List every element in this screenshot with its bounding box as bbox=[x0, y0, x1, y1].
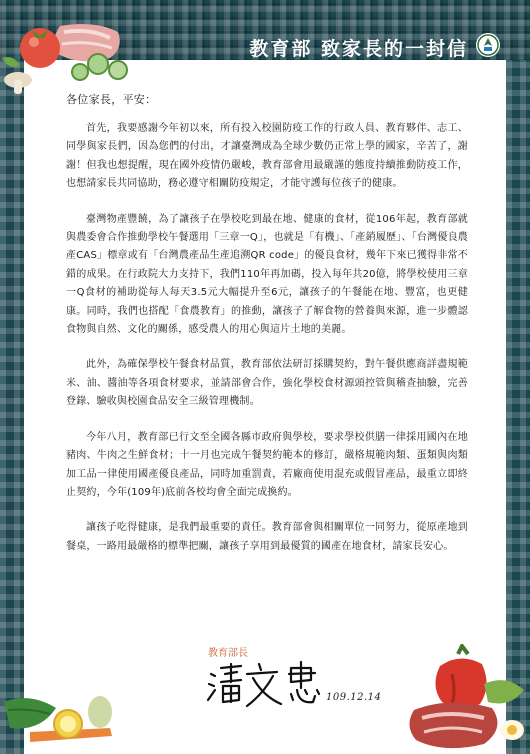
plaid-left-border bbox=[0, 60, 24, 754]
paragraph-4: 今年八月，教育部已行文至全國各縣市政府與學校，要求學校供膳一律採用國內在地豬肉、牛肉之生鮮食材；十一月也完成午餐契約範本的修訂，嚴格規範肉類、蛋類與肉類加工品一律使用國產優良產品，同時加重罰責，若廠商使用混充或假冒產品，最重立即終止契約，今年(109年)底前各校均會全面完成換約。 bbox=[66, 431, 468, 498]
signature-date: 109.12.14 bbox=[326, 692, 382, 703]
letter-greeting: 各位家長，平安： bbox=[66, 93, 157, 106]
paragraph-3: 此外，為確保學校午餐食材品質，教育部依法研訂採購契約，對午餐供應商詳盡規範米、油、醬油等各項食材要求，並請部會合作，強化學校食材源頭控管與稽查抽驗，完善登錄、驗收與校園食品安全三級管理機制。 bbox=[66, 359, 468, 408]
paragraph-5: 讓孩子吃得健康，是我們最重要的責任。教育部會與相關單位一同努力，從原產地到餐桌，一路用最嚴格的標準把關，讓孩子享用到最優質的國產在地食材，請家長安心。 bbox=[66, 522, 468, 552]
meat-illustration bbox=[400, 644, 530, 754]
paragraph-2: 臺灣物產豐饒，為了讓孩子在學校吃到最在地、健康的食材，從106年起，教育部就與農委會合作推動學校午餐選用「三章一Q」，也就是「有機」、「產銷履歷」、「台灣優良農產CAS」標章或有「台灣農產品生產追溯QR code」的優良食材，幾年下來已獲得非常不錯的成果。在行政院大力支持下，我們110年再加碼，投入每年共20億，將學校使用三章一Q食材的補助從每人每天3.5元大幅提升至6元，讓孩子的午餐能在地、豐富，也更健康。同時，我們也搭配「食農教育」的推動，讓孩子了解食物的營養與來源，進一步體認食物與自然、文化的關係，感受農人的用心與這片土地的美麗。 bbox=[66, 213, 468, 336]
ministry-seal-icon bbox=[476, 33, 500, 57]
letter-body bbox=[66, 120, 468, 573]
signer-title: 教育部長 bbox=[208, 648, 248, 659]
handwritten-signature bbox=[205, 660, 325, 710]
vegetables-illustration bbox=[0, 672, 130, 754]
paragraph-1: 首先，我要感謝今年初以來，所有投入校園防疫工作的行政人員、教育夥伴、志工、同學與家長們，因為您們的付出，才讓臺灣成為全球少數仍正常上學的國家，辛苦了，謝謝！但我也想提醒，現在國外疫情仍嚴峻，教育部會用最嚴謹的態度持續推動防疫工作，也想請家長共同協助，務必遵守相關防疫規定，才能守護每位孩子的健康。 bbox=[66, 123, 468, 190]
page-title: 教育部 致家長的一封信 bbox=[249, 38, 468, 60]
